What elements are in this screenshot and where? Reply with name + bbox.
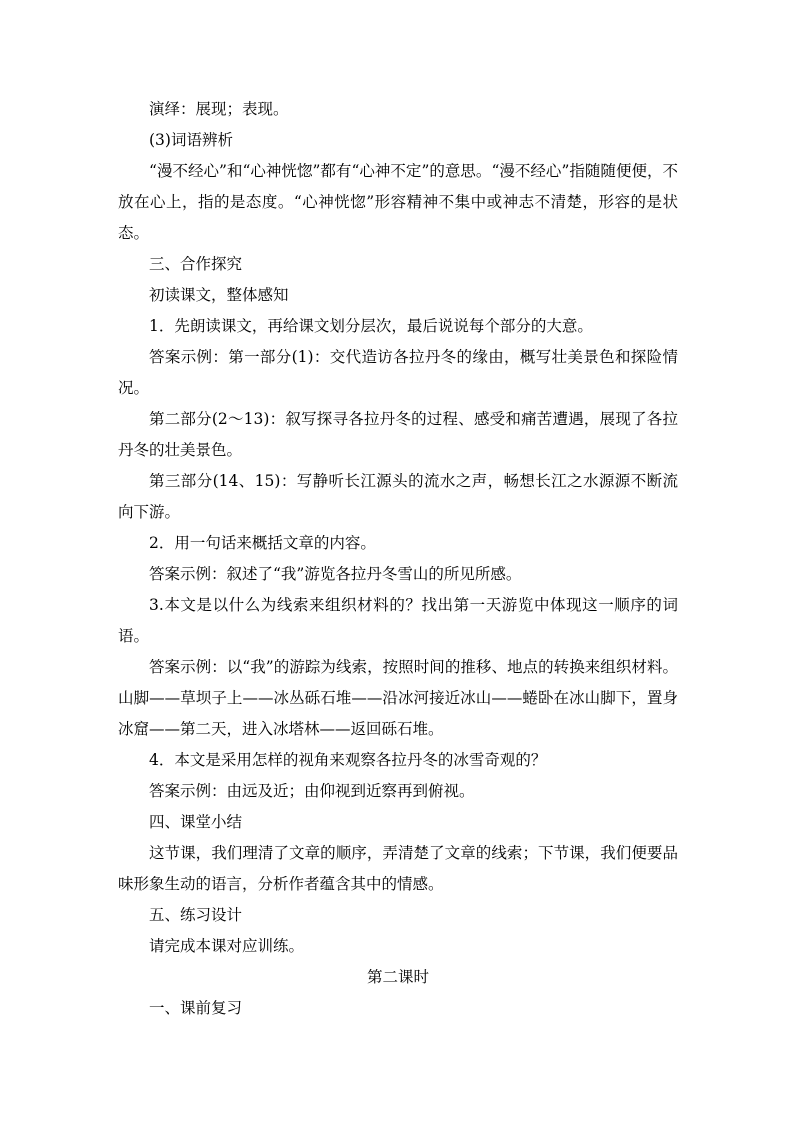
heading-practice-design: 五、练习设计 <box>149 906 243 924</box>
answer-2: 答案示例：叙述了“我”游览各拉丹冬雪山的所见所感。 <box>149 565 522 583</box>
document-body <box>118 94 678 1024</box>
lesson-two-title: 第二课时 <box>366 968 429 986</box>
answer-4: 答案示例：由远及近；由仰视到近察再到俯视。 <box>149 782 475 800</box>
paragraph-practice-design: 请完成本课对应训练。 <box>149 937 305 955</box>
question-4: 4．本文是采用怎样的视角来观察各拉丹冬的冰雪奇观的？ <box>149 751 547 769</box>
subheading-first-reading: 初读课文，整体感知 <box>149 286 289 304</box>
heading-class-summary: 四、课堂小结 <box>149 813 243 831</box>
heading-pre-class-review: 一、课前复习 <box>149 999 243 1017</box>
paragraph-definition: 演绎：展现；表现。 <box>149 100 289 118</box>
heading-cooperative-inquiry: 三、合作探究 <box>149 255 243 273</box>
question-3: 3.本文是以什么为线索来组织材料的？找出第一天游览中体现这一顺序的词语。 <box>118 596 678 645</box>
paragraph-word-analysis: “漫不经心”和“心神恍惚”都有“心神不定”的意思。“漫不经心”指随随便便，不放在心上，指的是态度。“心神恍惚”形容精神不集中或神志不清楚，形容的是状态。 <box>118 162 678 242</box>
answer-1-part-1: 答案示例：第一部分(1)：交代造访各拉丹冬的缘由，概写壮美景色和探险情况。 <box>118 348 678 397</box>
answer-1-part-2: 第二部分(2～13)：叙写探寻各拉丹冬的过程、感受和痛苦遭遇，展现了各拉丹冬的壮美景色。 <box>118 410 678 459</box>
question-1: 1．先朗读课文，再给课文划分层次，最后说说每个部分的大意。 <box>149 317 593 335</box>
answer-3: 答案示例：以“我”的游踪为线索，按照时间的推移、地点的转换来组织材料。山脚——草坝子上——冰丛砾石堆——沿冰河接近冰山——蜷卧在冰山脚下，置身冰窟——第二天，进入冰塔林——返回砾石堆。 <box>118 658 678 738</box>
question-2: 2．用一句话来概括文章的内容。 <box>149 534 376 552</box>
section-word-analysis: (3)词语辨析 <box>149 131 233 149</box>
answer-1-part-3: 第三部分(14、15)：写静听长江源头的流水之声，畅想长江之水源源不断流向下游。 <box>118 472 678 521</box>
paragraph-class-summary: 这节课，我们理清了文章的顺序，弄清楚了文章的线索；下节课，我们便要品味形象生动的语言，分析作者蕴含其中的情感。 <box>118 844 678 893</box>
